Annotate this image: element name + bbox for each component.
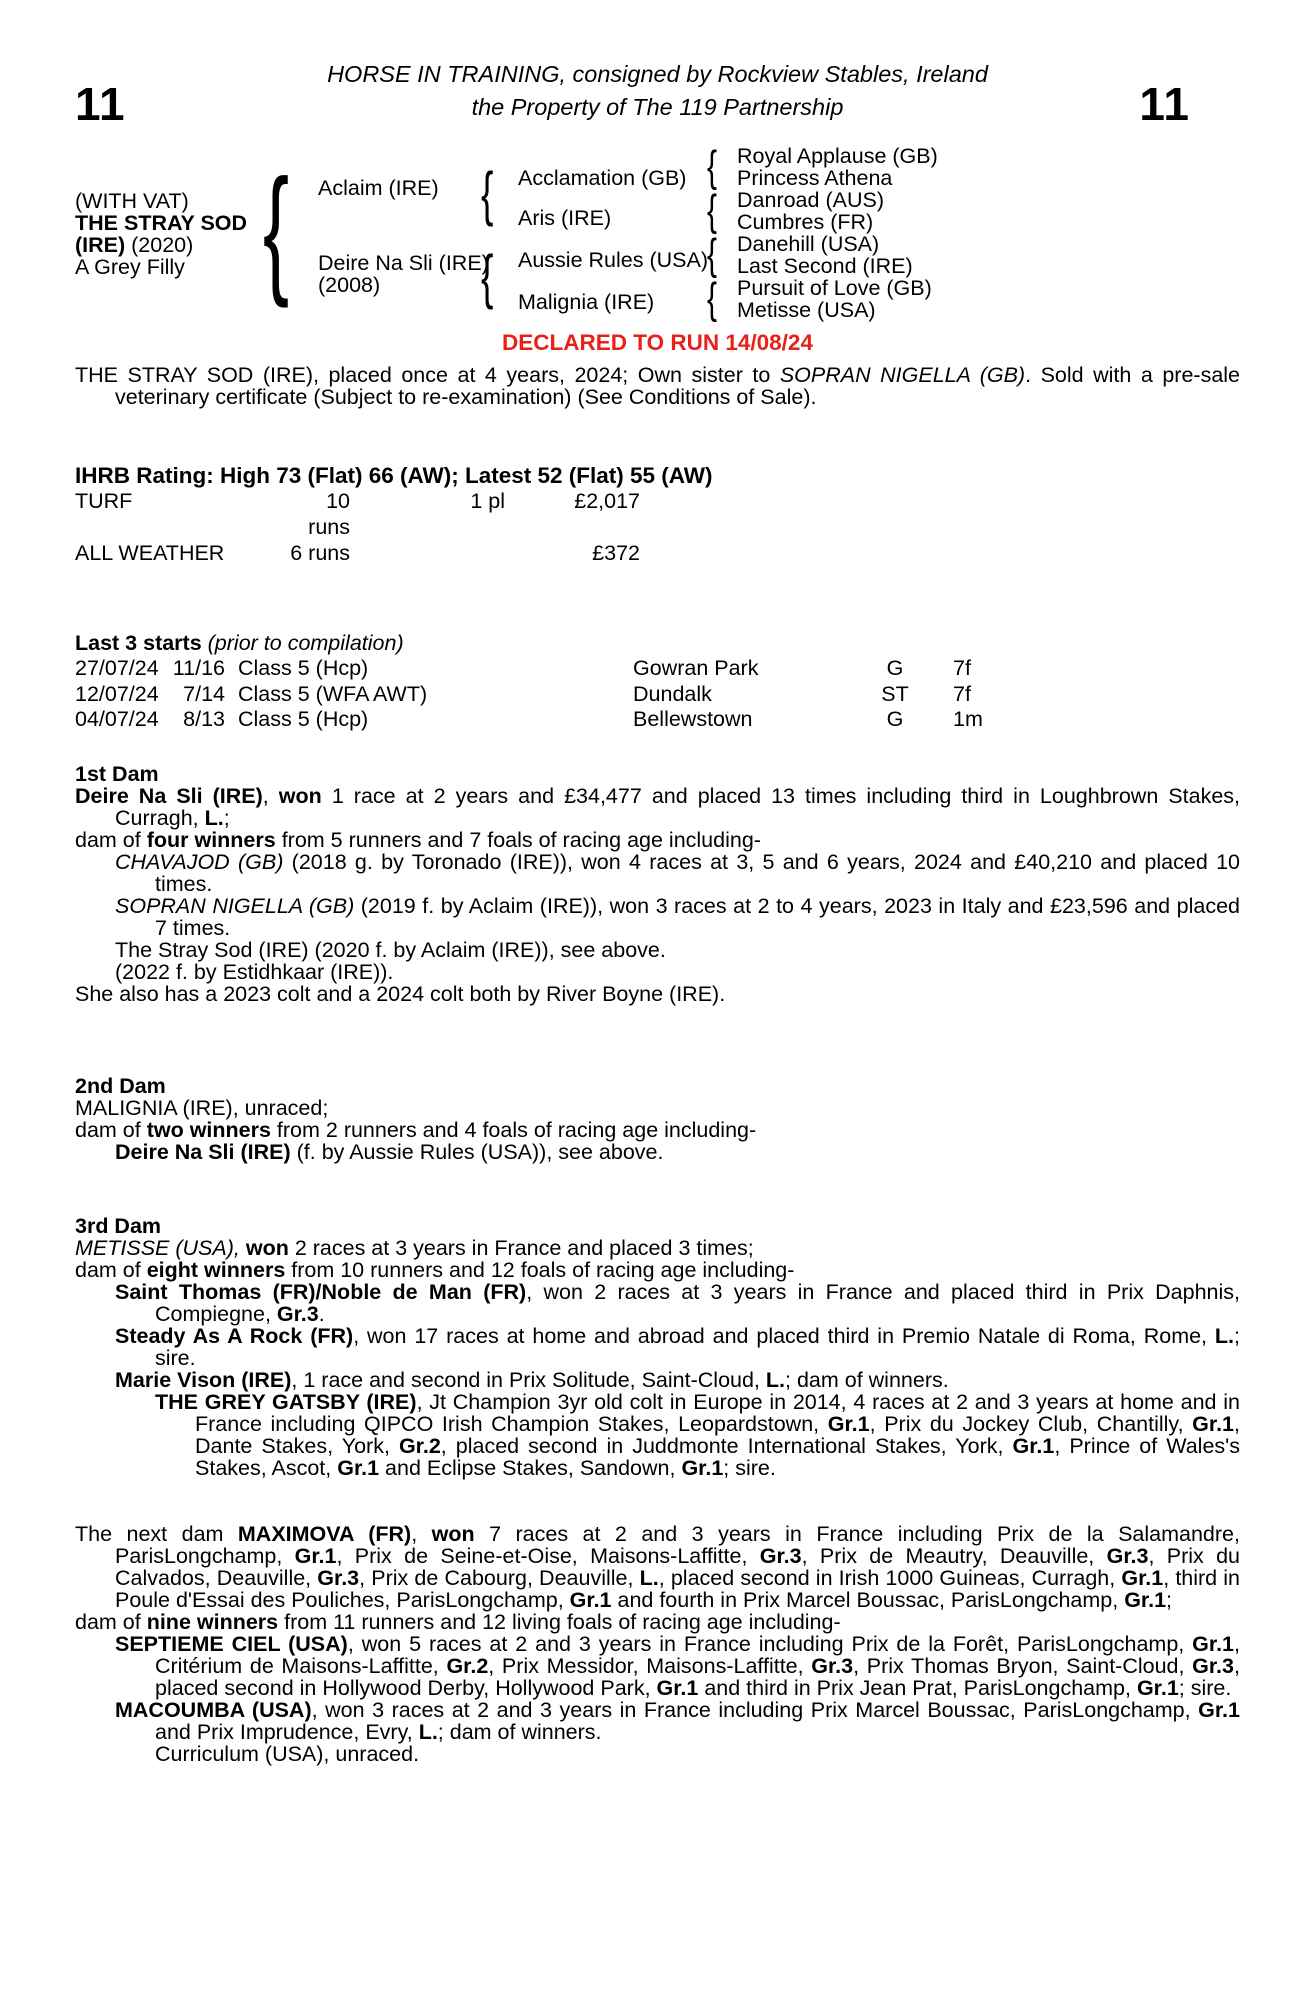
first-dam-heading: 1st Dam bbox=[75, 761, 159, 786]
lot-number-left: 11 bbox=[75, 78, 126, 130]
great-grandparents-column bbox=[737, 145, 938, 321]
start-going: G bbox=[886, 707, 904, 731]
offspring-sopran-nigella: SOPRAN NIGELLA (GB) (2019 f. by Aclaim (IRE)), won 3 races at 2 to 4 years, 2023 in Italy and £23,596 and placed 7 times. bbox=[115, 893, 1240, 940]
pedigree-brace-gg1 bbox=[707, 144, 717, 190]
offspring-septieme-ciel: SEPTIEME CIEL (USA), won 5 races at 2 and 3 years in France including Prix de la Forêt, ParisLongchamp, Gr.1, Critérium de Maisons-Laffitte, Gr.2, Prix Messidor, Maisons-Laffitte, Gr.3, Prix Thomas Bryon, Saint-Cloud, Gr.3, placed second in Hollywood Derby, Hollywood Park, Gr.1 and third in Prix Jean Prat, ParisLongchamp, Gr.1; sire. bbox=[115, 1631, 1240, 1700]
second-dam-produce-line: dam of two winners from 2 runners and 4 foals of racing age including- bbox=[75, 1117, 757, 1142]
offspring-marie-vison: Marie Vison (IRE), 1 race and second in Prix Solitude, Saint-Cloud, L.; dam of winners. bbox=[115, 1367, 949, 1392]
start-course: Dundalk bbox=[633, 681, 712, 706]
offspring-2022-filly: (2022 f. by Estidhkaar (IRE)). bbox=[115, 959, 394, 984]
start-going: G bbox=[886, 656, 904, 680]
last-starts-heading: Last 3 starts (prior to compilation) bbox=[75, 631, 404, 655]
great-grandparent: Metisse (USA) bbox=[737, 298, 876, 322]
runs-value: 10 runs bbox=[308, 489, 350, 539]
surface-label: ALL WEATHER bbox=[75, 541, 225, 565]
start-course: Bellewstown bbox=[633, 707, 753, 731]
runs-value: 6 runs bbox=[290, 541, 350, 565]
start-date: 12/07/24 bbox=[75, 681, 159, 706]
start-distance: 1m bbox=[953, 707, 983, 731]
table-row bbox=[75, 707, 1240, 733]
start-distance: 7f bbox=[953, 681, 971, 706]
third-dam-produce-line: dam of eight winners from 10 runners and 12 foals of racing age including- bbox=[75, 1257, 795, 1282]
offspring-steady-as-a-rock: Steady As A Rock (FR), won 17 races at home and abroad and placed third in Premio Natale di Roma, Rome, L.; sire. bbox=[115, 1323, 1240, 1370]
pedigree-brace-dam bbox=[481, 245, 493, 309]
with-vat-label: (WITH VAT) bbox=[75, 189, 189, 213]
great-grandparent: Royal Applause (GB) bbox=[737, 144, 938, 168]
start-position: 8/13 bbox=[183, 707, 225, 731]
granddam-paternal: Aris (IRE) bbox=[518, 206, 612, 230]
next-dam-produce-line: dam of nine winners from 11 runners and 12 living foals of racing age including- bbox=[75, 1609, 841, 1634]
horse-description: A Grey Filly bbox=[75, 255, 185, 279]
start-position: 11/16 bbox=[172, 656, 225, 680]
start-race-class: Class 5 (Hcp) bbox=[238, 656, 369, 680]
property-line: the Property of The 119 Partnership bbox=[471, 94, 844, 120]
pedigree-brace-sire bbox=[481, 162, 493, 226]
pedigree-chart bbox=[75, 144, 1240, 324]
third-dam-summary: METISSE (USA), won 2 races at 3 years in France and placed 3 times; bbox=[75, 1235, 754, 1260]
lot-number-right: 11 bbox=[1139, 78, 1190, 130]
pedigree-brace-gg2 bbox=[707, 188, 717, 234]
header-center bbox=[190, 58, 1125, 124]
start-race-class: Class 5 (Hcp) bbox=[238, 707, 369, 731]
great-grandparent: Danehill (USA) bbox=[737, 232, 880, 256]
granddam-maternal: Malignia (IRE) bbox=[518, 290, 655, 314]
earnings-value: £372 bbox=[592, 541, 640, 565]
subject-block bbox=[75, 190, 247, 278]
great-grandparent: Pursuit of Love (GB) bbox=[737, 276, 932, 300]
pedigree-brace-gg3 bbox=[707, 232, 717, 278]
grandsire-paternal: Acclamation (GB) bbox=[518, 166, 687, 190]
next-dam-maximova: The next dam MAXIMOVA (FR), won 7 races at 2 and 3 years in France including Prix de la Salamandre, ParisLongchamp, Gr.1, Prix de Seine-et-Oise, Maisons-Laffitte, Gr.3, Prix de Meautry, Deauville, Gr.3, Prix du Calvados, Deauville, Gr.3, Prix de Cabourg, Deauville, L., placed second in Irish 1000 Guineas, Curragh, Gr.1, third in Poule d'Essai des Pouliches, ParisLongchamp, Gr.1 and fourth in Prix Marcel Boussac, ParisLongchamp, Gr.1; bbox=[75, 1521, 1241, 1612]
offspring-the-stray-sod: The Stray Sod (IRE) (2020 f. by Aclaim (IRE)), see above. bbox=[115, 937, 666, 962]
great-grandparent: Cumbres (FR) bbox=[737, 210, 874, 234]
placings-value bbox=[350, 540, 505, 566]
first-dam-note: She also has a 2023 colt and a 2024 colt both by River Boyne (IRE). bbox=[75, 981, 726, 1006]
offspring-the-grey-gatsby: THE GREY GATSBY (IRE), Jt Champion 3yr old colt in Europe in 2014, 4 races at 2 and 3 years at home and in France including QIPCO Irish Champion Stakes, Leopardstown, Gr.1, Prix du Jockey Club, Chantilly, Gr.1, Dante Stakes, York, Gr.2, placed second in Juddmonte International Stakes, York, Gr.1, Prince of Wales's Stakes, Ascot, Gr.1 and Eclipse Stakes, Sandown, Gr.1; sire. bbox=[155, 1389, 1241, 1480]
offspring-deire-na-sli: Deire Na Sli (IRE) (f. by Aussie Rules (USA)), see above. bbox=[115, 1139, 664, 1164]
sire-name: Aclaim (IRE) bbox=[318, 176, 439, 200]
offspring-curriculum: Curriculum (USA), unraced. bbox=[155, 1741, 420, 1766]
start-course: Gowran Park bbox=[633, 656, 759, 680]
last-starts-table bbox=[75, 656, 1240, 733]
great-grandparent: Princess Athena bbox=[737, 166, 893, 190]
second-dam-heading: 2nd Dam bbox=[75, 1073, 166, 1098]
offspring-chavajod: CHAVAJOD (GB) (2018 g. by Toronado (IRE)), won 4 races at 3, 5 and 6 years, 2024 and £40,210 and placed 10 times. bbox=[115, 849, 1240, 896]
start-distance: 7f bbox=[953, 656, 971, 680]
horse-suffix-year: (IRE) (2020) bbox=[75, 233, 194, 257]
start-date: 27/07/24 bbox=[75, 656, 159, 680]
start-going: ST bbox=[881, 681, 909, 706]
table-row bbox=[75, 656, 1240, 682]
table-row bbox=[75, 682, 1240, 708]
second-dam-summary: MALIGNIA (IRE), unraced; bbox=[75, 1095, 329, 1120]
dam-name: Deire Na Sli (IRE) (2008) bbox=[318, 251, 489, 297]
table-row bbox=[75, 540, 1240, 566]
great-grandparent: Danroad (AUS) bbox=[737, 188, 884, 212]
declared-to-run: DECLARED TO RUN 14/08/24 bbox=[502, 330, 813, 355]
ihrb-rating-heading: IHRB Rating: High 73 (Flat) 66 (AW); Latest 52 (Flat) 55 (AW) bbox=[75, 463, 713, 488]
placings-value: 1 pl bbox=[470, 489, 505, 513]
horse-name: THE STRAY SOD bbox=[75, 211, 248, 235]
start-date: 04/07/24 bbox=[75, 707, 159, 731]
consignor-line: HORSE IN TRAINING, consigned by Rockview Stables, Ireland bbox=[327, 61, 988, 87]
race-record-table bbox=[75, 488, 1240, 566]
start-position: 7/14 bbox=[183, 681, 225, 706]
third-dam-heading: 3rd Dam bbox=[75, 1213, 162, 1238]
page-header bbox=[75, 58, 1240, 130]
opening-paragraph: THE STRAY SOD (IRE), placed once at 4 years, 2024; Own sister to SOPRAN NIGELLA (GB). Sold with a pre-sale veterinary certificate (Subject to re-examination) (See Conditions of Sale). bbox=[75, 363, 1241, 409]
great-grandparent: Last Second (IRE) bbox=[737, 254, 913, 278]
first-dam-summary: Deire Na Sli (IRE), won 1 race at 2 years and £34,477 and placed 13 times including third in Loughbrown Stakes, Curragh, L.; bbox=[75, 783, 1240, 830]
pedigree-brace-gg4 bbox=[707, 276, 717, 322]
first-dam-produce-line: dam of four winners from 5 runners and 7 foals of racing age including- bbox=[75, 827, 761, 852]
grandsire-maternal: Aussie Rules (USA) bbox=[518, 248, 708, 272]
table-row bbox=[75, 488, 1240, 540]
pedigree-brace-main bbox=[263, 154, 289, 306]
offspring-saint-thomas: Saint Thomas (FR)/Noble de Man (FR), won 2 races at 3 years in France and placed third in Prix Daphnis, Compiegne, Gr.3. bbox=[115, 1279, 1240, 1326]
surface-label: TURF bbox=[75, 489, 133, 513]
start-race-class: Class 5 (WFA AWT) bbox=[238, 681, 428, 706]
earnings-value: £2,017 bbox=[574, 489, 640, 513]
offspring-macoumba: MACOUMBA (USA), won 3 races at 2 and 3 years in France including Prix Marcel Boussac, ParisLongchamp, Gr.1 and Prix Imprudence, Evry, L.; dam of winners. bbox=[115, 1697, 1240, 1744]
